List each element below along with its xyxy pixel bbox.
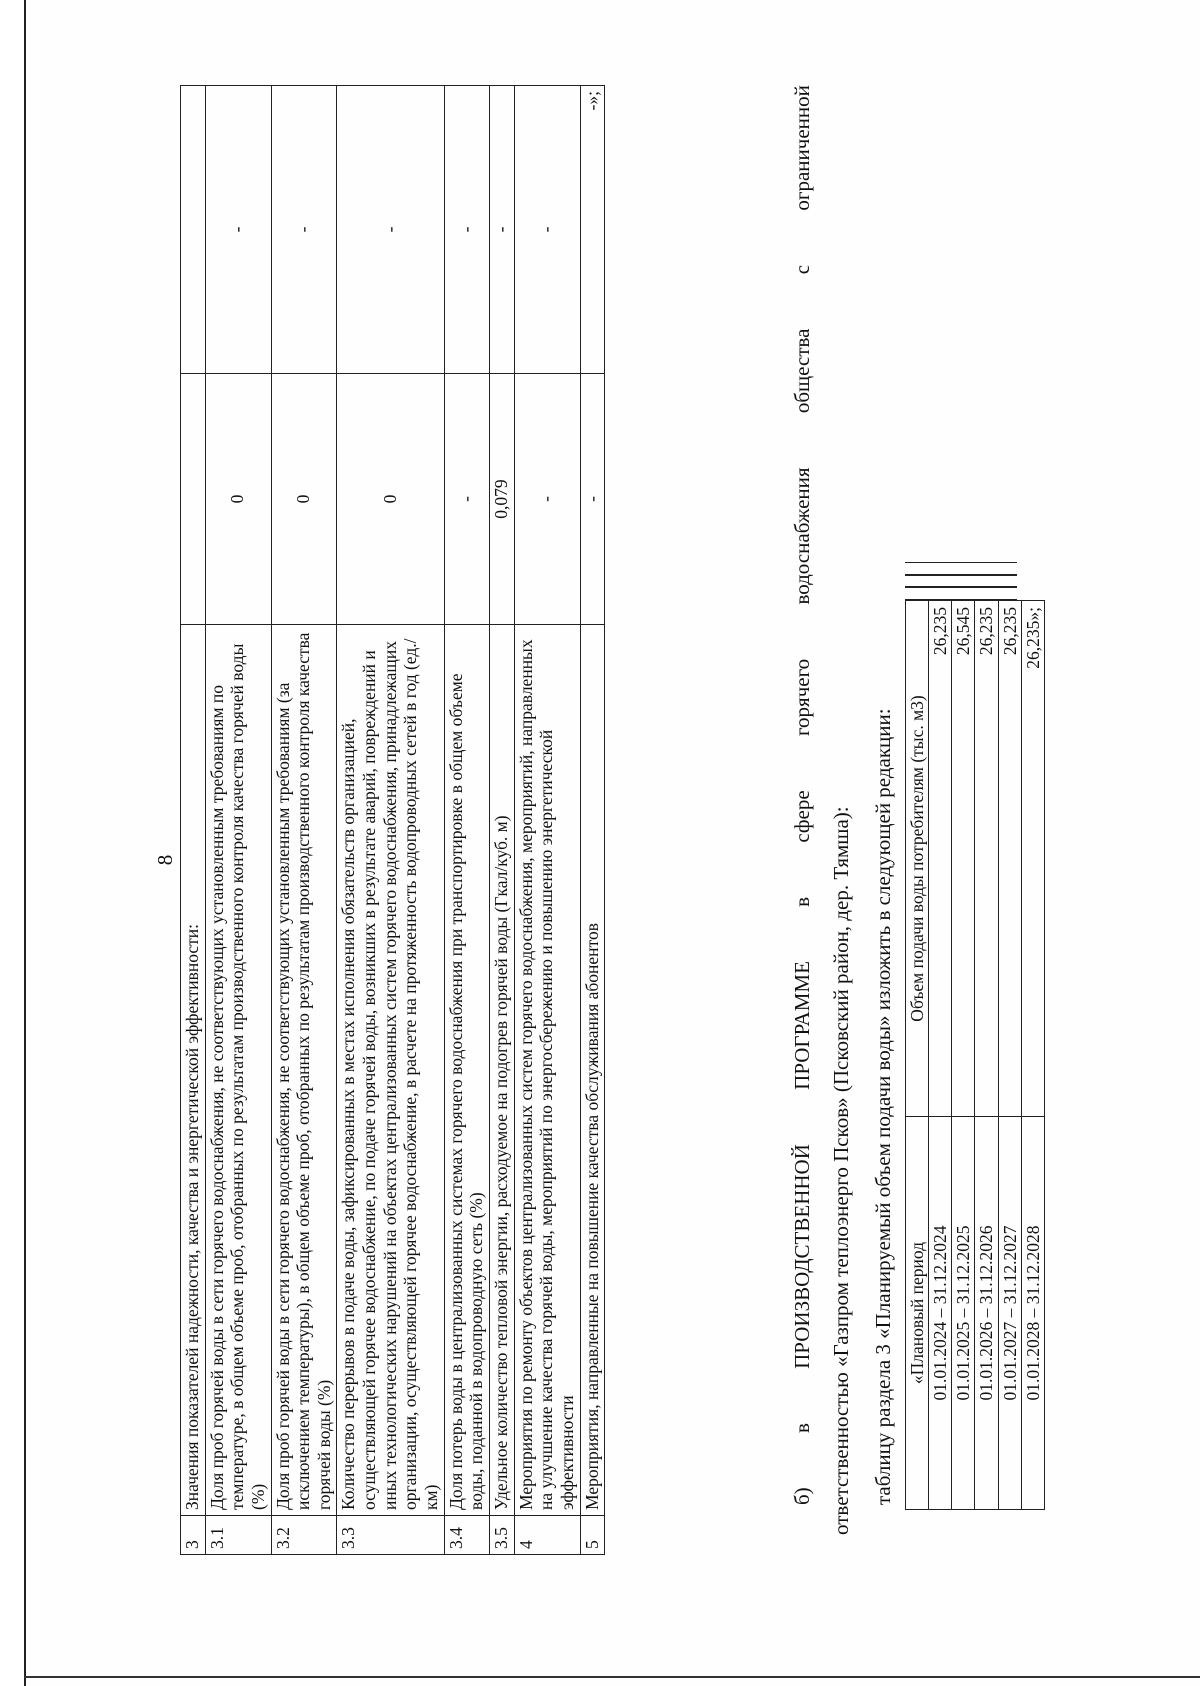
indicator-row: [514, 86, 580, 1555]
row-value-2: -: [271, 86, 337, 374]
paragraph-b-line1: [790, 85, 815, 1505]
paragraph-b: [790, 75, 854, 1535]
row-value-1: 0,079: [489, 374, 514, 625]
volume-row: [929, 601, 952, 1510]
row-number: 4: [514, 1516, 580, 1555]
indicator-row: [271, 86, 337, 1555]
row-description: Доля проб горячей воды в сети горячего водоснабжения, не соответствующих установленным требованиям (за исключением температуры), в общем объеме проб, отобранных по результатам производственного контроля качества горячей воды (%): [271, 625, 337, 1516]
row-value-2: -»;: [580, 86, 605, 374]
indicators-table: [180, 85, 605, 1555]
row-value-2: -: [444, 86, 489, 374]
row-description: Мероприятия по ремонту объектов централизованных систем горячего водоснабжения, мероприятий, направленных на улучшение качества горячей воды, мероприятий по энергосбережению и повышению энергетической эффективности: [514, 625, 580, 1516]
row-description: Удельное количество тепловой энергии, расходуемое на подогрев горячей воды (Гкал/куб. м): [489, 625, 514, 1516]
period-cell: 01.01.2024 – 31.12.2024: [929, 1117, 952, 1510]
volume-cell: 26,235»;: [1021, 601, 1044, 1117]
paragraph-b-line2: ответственностью «Газпром теплоэнерго Псков» (Псковский район, дер. Тямша):: [829, 806, 853, 1535]
volume-row: [998, 601, 1021, 1510]
paragraph-word: с: [790, 264, 814, 275]
rotated-page: [25, 60, 1175, 1660]
row-description: Доля проб горячей воды в сети горячего водоснабжения, не соответствующих установленным требованиям по температуре, в общем объеме проб, отобранных по результатам производственного контроля качества горячей воды (%): [205, 625, 271, 1516]
paragraph-word: ограниченной: [790, 85, 814, 211]
row-value-2: -: [514, 86, 580, 374]
indicator-row: [205, 86, 271, 1555]
paragraph-word: сфере: [790, 790, 814, 843]
paragraph-word: в: [790, 1423, 814, 1434]
indicator-row: [337, 86, 444, 1555]
volume-cell: 26,545: [952, 601, 975, 1117]
period-cell: 01.01.2028 – 31.12.2028: [1021, 1117, 1044, 1510]
period-cell: 01.01.2025 – 31.12.2025: [952, 1117, 975, 1510]
indicator-row: [444, 86, 489, 1555]
paragraph-word: ПРОИЗВОДСТВЕННОЙ: [790, 1144, 814, 1369]
volume-row: [952, 601, 975, 1510]
row-value-1: 0: [205, 374, 271, 625]
period-cell: 01.01.2026 – 31.12.2026: [975, 1117, 998, 1510]
row-value-2: -: [337, 86, 444, 374]
row-description: Доля потерь воды в централизованных системах горячего водоснабжения при транспортировке в общем объеме воды, поданной в водопроводную сеть (%): [444, 625, 489, 1516]
instruction-text: таблицу раздела 3 «Планируемый объем подачи воды» изложить в следующей редакции:: [871, 708, 895, 1505]
paragraph-word: ПРОГРАММЕ: [790, 961, 814, 1090]
row-value-1: 0: [337, 374, 444, 625]
paragraph-word: в: [790, 896, 814, 907]
period-cell: 01.01.2027 – 31.12.2027: [998, 1117, 1021, 1510]
row-value-1: [181, 374, 206, 625]
volume-cell: 26,235: [998, 601, 1021, 1117]
row-number: 3.4: [444, 1516, 489, 1555]
row-value-2: [181, 86, 206, 374]
row-number: 5: [580, 1516, 605, 1555]
row-number: 3.2: [271, 1516, 337, 1555]
header-period: «Плановый период: [906, 1117, 929, 1510]
row-number: 3: [181, 1516, 206, 1555]
volume-row: [975, 601, 998, 1510]
volume-row: [1021, 601, 1044, 1510]
volume-header-row: [906, 601, 929, 1510]
volume-cell: 26,235: [929, 601, 952, 1117]
volume-cell: 26,235: [975, 601, 998, 1117]
header-volume: Объем подачи воды потребителям (тыс. м3): [906, 601, 929, 1117]
row-description: Значения показателей надежности, качества и энергетической эффективности:: [181, 625, 206, 1516]
paragraph-word: горячего: [790, 658, 814, 737]
row-value-2: -: [489, 86, 514, 374]
row-value-1: -: [514, 374, 580, 625]
page-number: 8: [153, 854, 177, 866]
paragraph-word: общества: [790, 328, 814, 414]
row-number: 3.3: [337, 1516, 444, 1555]
row-description: Количество перерывов в подаче воды, зафиксированных в местах исполнения обязательств организацией, осуществляющей горячее водоснабжение, по подаче горячей воды, возникших в результате аварий, повреждений и иных технологических нарушений на объектах централизованных систем горячего водоснабжения, принадлежащих организации, осуществляющей горячее водоснабжение, в расчете на протяженность водопроводных сетей в год (ед./км): [337, 625, 444, 1516]
indicator-row: [489, 86, 514, 1555]
row-number: 3.1: [205, 1516, 271, 1555]
table-edge-line: [905, 562, 1017, 576]
indicator-row: [580, 86, 605, 1555]
row-value-1: 0: [271, 374, 337, 625]
indicator-row: [181, 86, 206, 1555]
row-value-2: -: [205, 86, 271, 374]
volume-table: [905, 600, 1045, 1510]
table-edge-line: [905, 586, 1017, 600]
scan-border: [24, 1676, 1200, 1678]
row-description: Мероприятия, направленные на повышение качества обслуживания абонентов: [580, 625, 605, 1516]
row-value-1: -: [444, 374, 489, 625]
paragraph-word: б): [790, 1487, 814, 1505]
table-edge-line: [905, 574, 1017, 588]
paragraph-word: водоснабжения: [790, 467, 814, 605]
row-number: 3.5: [489, 1516, 514, 1555]
row-value-1: -: [580, 374, 605, 625]
